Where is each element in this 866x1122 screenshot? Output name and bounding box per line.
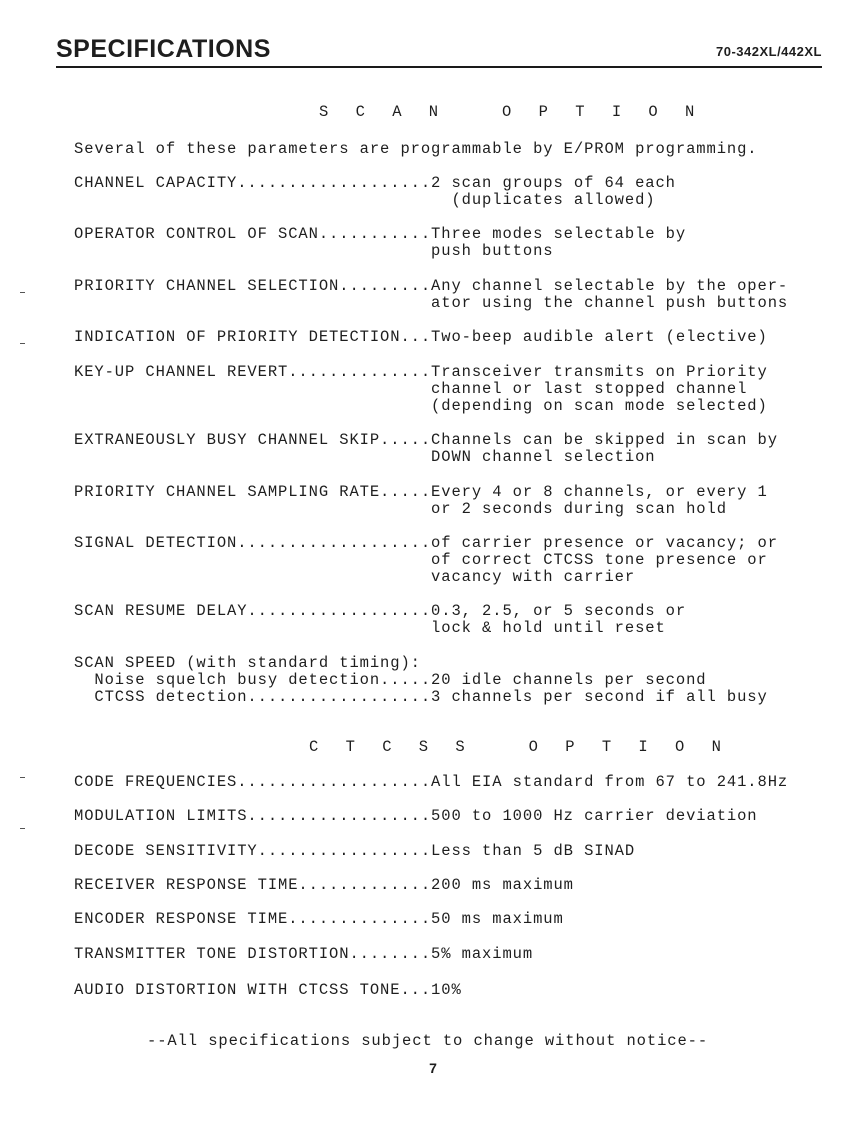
spec-signal-detection: SIGNAL DETECTION...................of carrier presence or vacancy; or	[74, 534, 778, 552]
spec-signal-detection-cont2: vacancy with carrier	[74, 568, 636, 586]
page-number: 7	[429, 1060, 437, 1076]
spec-signal-detection-cont: of correct CTCSS tone presence or	[74, 551, 768, 569]
spec-key-up-revert-cont2: (depending on scan mode selected)	[74, 397, 768, 415]
spec-channel-capacity-cont: (duplicates allowed)	[74, 191, 656, 209]
page-title: SPECIFICATIONS	[56, 35, 271, 63]
spec-key-up-revert: KEY-UP CHANNEL REVERT..............Transceiver transmits on Priority	[74, 363, 768, 381]
spec-scan-speed-ctcss: CTCSS detection..................3 channels per second if all busy	[74, 688, 768, 706]
spec-receiver-response: RECEIVER RESPONSE TIME.............200 ms maximum	[74, 876, 574, 894]
margin-mark	[20, 292, 25, 293]
scan-option-heading: S C A N O P T I O N	[319, 103, 704, 121]
spec-sampling-rate-cont: or 2 seconds during scan hold	[74, 500, 727, 518]
spec-scan-speed-noise: Noise squelch busy detection.....20 idle channels per second	[74, 671, 707, 689]
spec-modulation-limits: MODULATION LIMITS..................500 to 1000 Hz carrier deviation	[74, 807, 758, 825]
spec-priority-selection: PRIORITY CHANNEL SELECTION.........Any channel selectable by the oper-	[74, 277, 789, 295]
spec-audio-distortion: AUDIO DISTORTION WITH CTCSS TONE...10%	[74, 981, 462, 999]
margin-mark	[20, 828, 25, 829]
spec-busy-skip: EXTRANEOUSLY BUSY CHANNEL SKIP.....Channels can be skipped in scan by	[74, 431, 778, 449]
spec-encoder-response: ENCODER RESPONSE TIME..............50 ms maximum	[74, 910, 564, 928]
spec-sampling-rate: PRIORITY CHANNEL SAMPLING RATE.....Every 4 or 8 channels, or every 1	[74, 483, 768, 501]
page-header	[56, 36, 822, 68]
spec-decode-sensitivity: DECODE SENSITIVITY.................Less than 5 dB SINAD	[74, 842, 636, 860]
ctcss-option-heading: C T C S S O P T I O N	[309, 738, 730, 756]
spec-operator-control-cont: push buttons	[74, 242, 554, 260]
spec-scan-speed: SCAN SPEED (with standard timing):	[74, 654, 421, 672]
spec-resume-delay: SCAN RESUME DELAY..................0.3, 2.5, or 5 seconds or	[74, 602, 687, 620]
spec-priority-selection-cont: ator using the channel push buttons	[74, 294, 789, 312]
spec-transmitter-distortion: TRANSMITTER TONE DISTORTION........5% maximum	[74, 945, 534, 963]
spec-channel-capacity: CHANNEL CAPACITY...................2 scan groups of 64 each	[74, 174, 676, 192]
scan-intro: Several of these parameters are programmable by E/PROM programming.	[74, 140, 758, 158]
spec-code-frequencies: CODE FREQUENCIES...................All EIA standard from 67 to 241.8Hz	[74, 773, 789, 791]
model-number: 70-342XL/442XL	[715, 44, 822, 59]
margin-mark	[20, 343, 25, 344]
margin-mark	[20, 777, 25, 778]
spec-busy-skip-cont: DOWN channel selection	[74, 448, 656, 466]
spec-operator-control: OPERATOR CONTROL OF SCAN...........Three modes selectable by	[74, 225, 687, 243]
spec-key-up-revert-cont: channel or last stopped channel	[74, 380, 748, 398]
spec-resume-delay-cont: lock & hold until reset	[74, 619, 666, 637]
spec-priority-detection: INDICATION OF PRIORITY DETECTION...Two-beep audible alert (elective)	[74, 328, 768, 346]
disclaimer-note: --All specifications subject to change without notice--	[147, 1032, 709, 1050]
